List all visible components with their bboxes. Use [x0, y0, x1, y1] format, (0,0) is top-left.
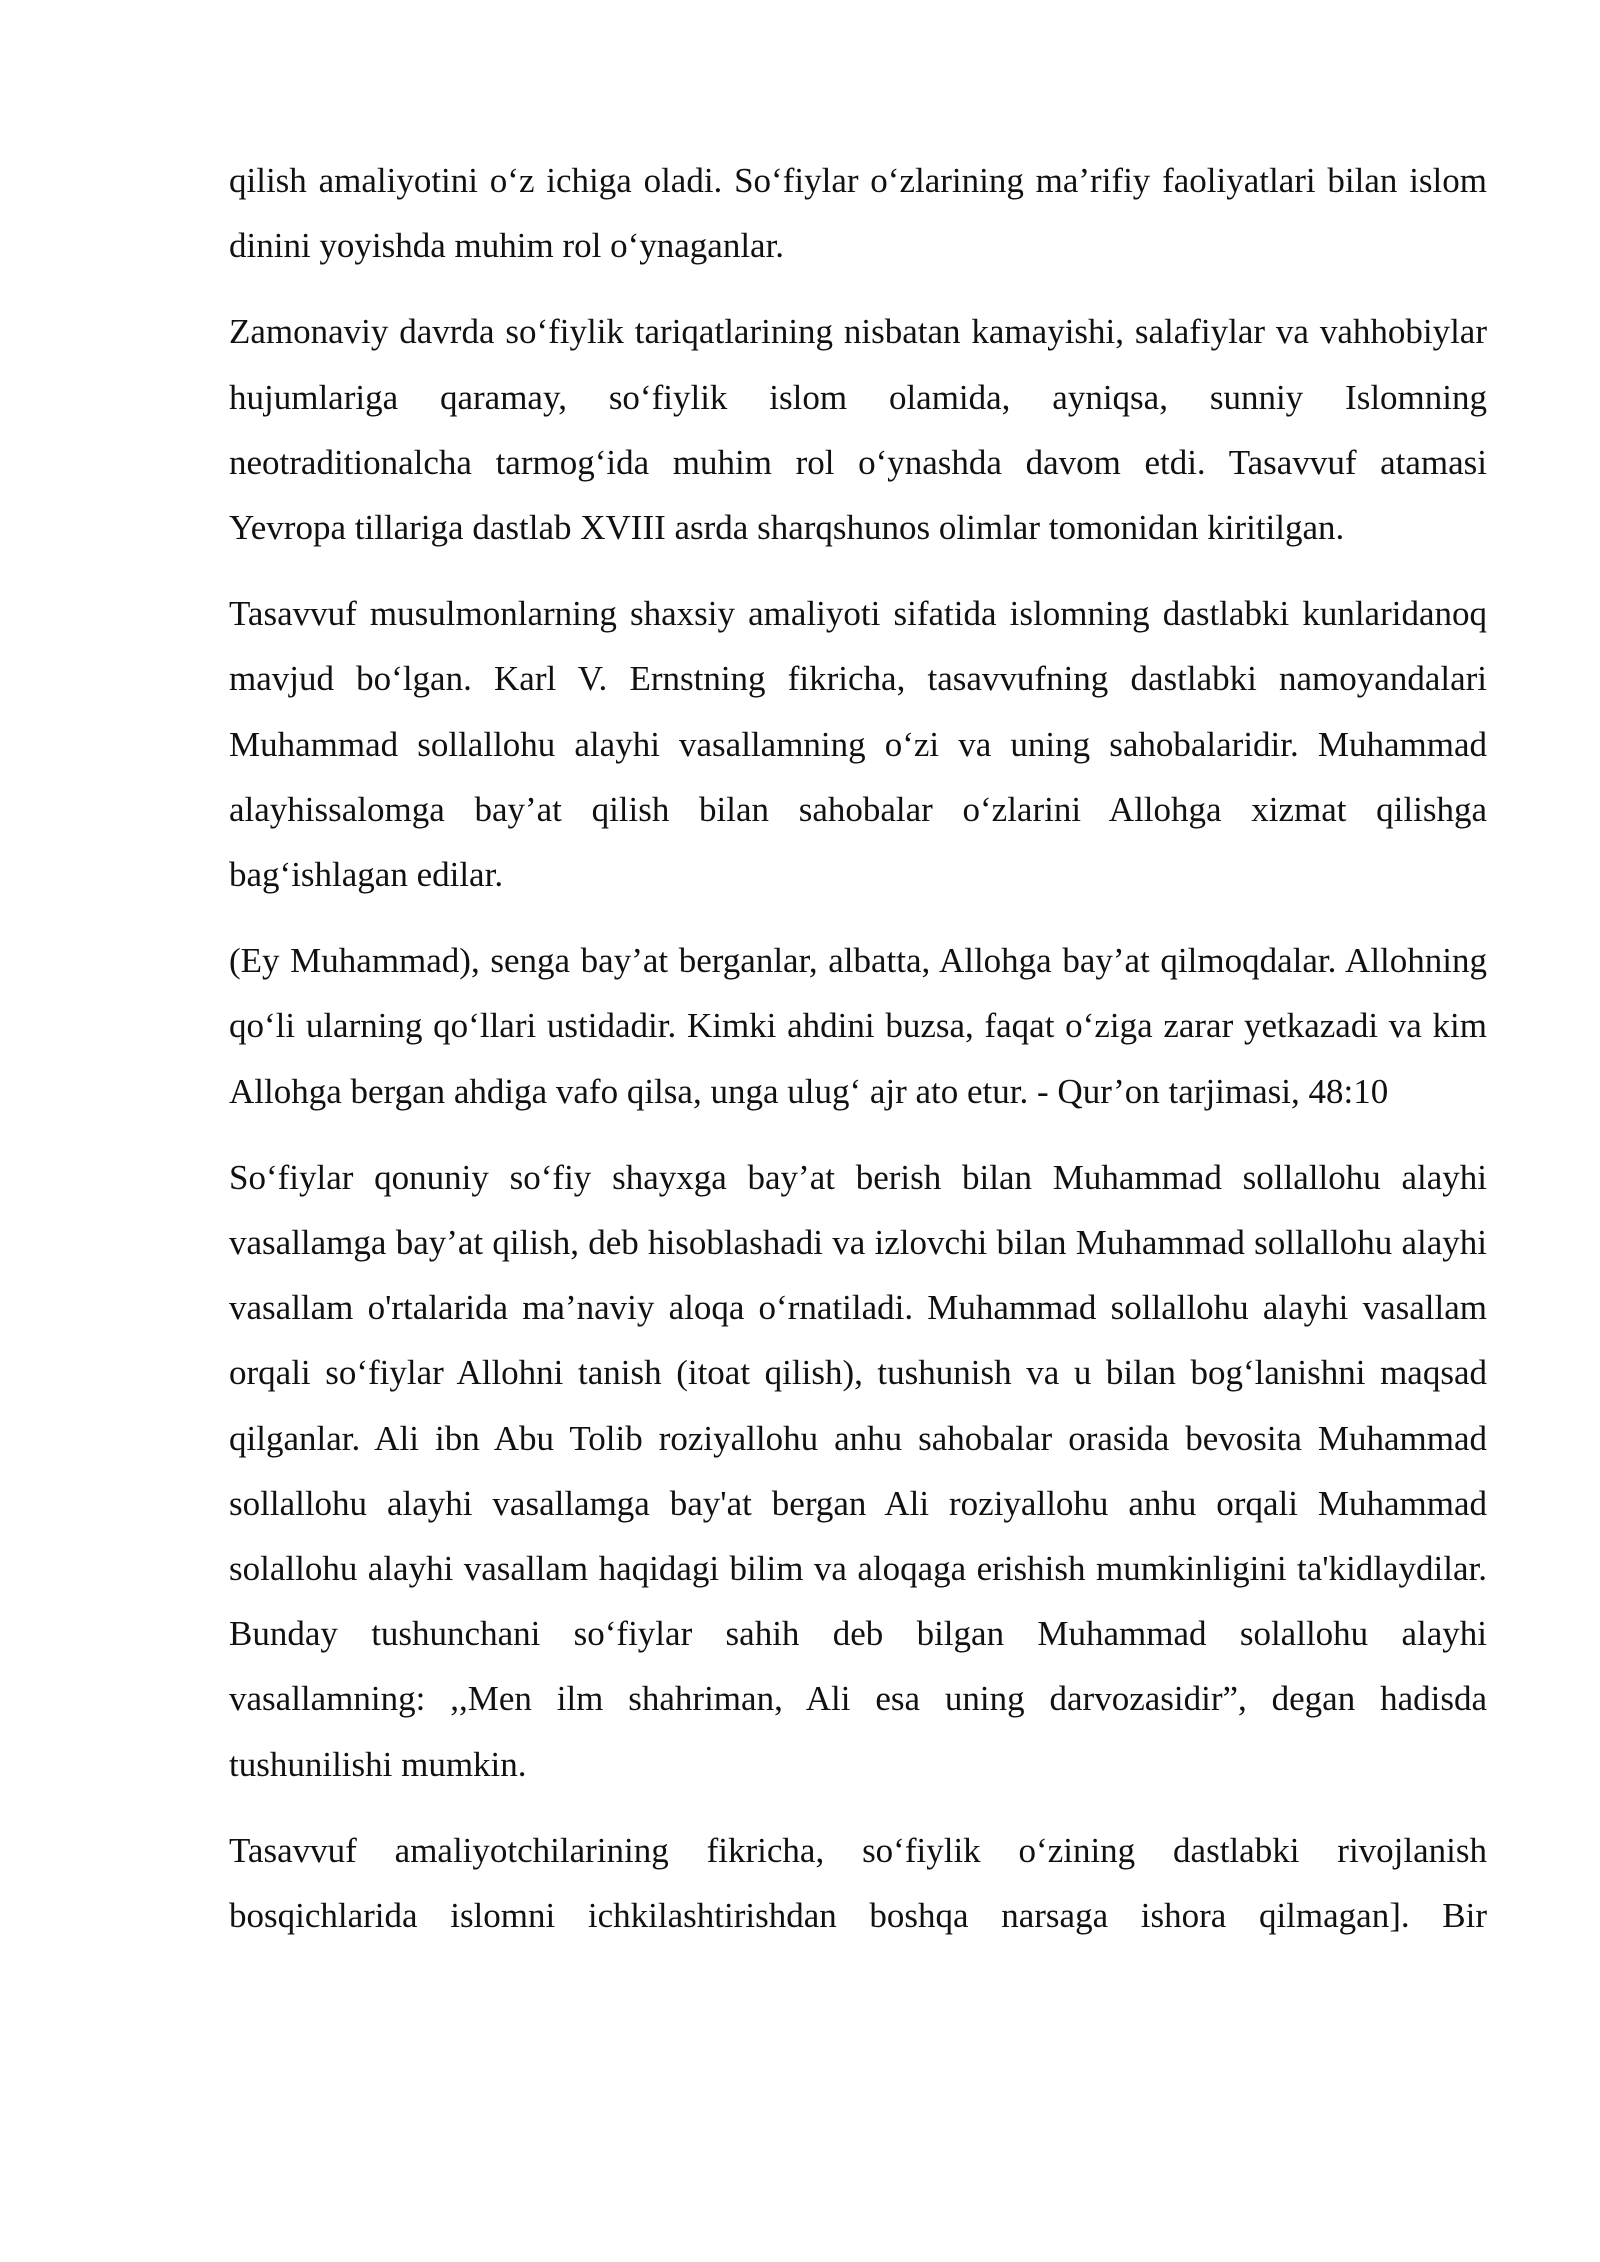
- document-page: [229, 148, 1487, 1948]
- paragraph-1: qilish amaliyotini o‘z ichiga oladi. So‘fiylar o‘zlarining ma’rifiy faoliyatlari bilan islom dinini yoyishda muhim rol o‘ynaganlar.: [229, 161, 1487, 266]
- paragraph-6: Tasavvuf amaliyotchilarining fikricha, so‘fiylik o‘zining dastlabki rivojlanish bosqichlarida islomni ichkilashtirishdan boshqa narsaga ishora qilmagan]. Bir: [229, 1830, 1487, 1936]
- paragraph-2: Zamonaviy davrda so‘fiylik tariqatlarining nisbatan kamayishi, salafiylar va vahhobiylar hujumlariga qaramay, so‘fiylik islom olamida, ayniqsa, sunniy Islomning neotraditionalcha tarmog‘ida muhim rol o‘ynashda davom etdi. Tasavvuf atamasi Yevropa tillariga dastlab XVIII asrda sharqshunos olimlar tomonidan kiritilgan.: [229, 312, 1487, 548]
- quran-quote-paragraph: (Ey Muhammad), senga bay’at berganlar, albatta, Allohga bay’at qilmoqdalar. Allohning qo‘li ularning qo‘llari ustidadir. Kimki ahdini buzsa, faqat o‘ziga zarar yetkazadi va kim Allohga bergan ahdiga vafo qilsa, unga ulug‘ ajr ato etur. - Qur’on tarjimasi, 48:10: [229, 941, 1487, 1111]
- paragraph-5: So‘fiylar qonuniy so‘fiy shayxga bay’at berish bilan Muhammad sollallohu alayhi vasallamga bay’at qilish, deb hisoblashadi va izlovchi bilan Muhammad sollallohu alayhi vasallam o'rtalarida ma’naviy aloqa o‘rnatiladi. Muhammad sollallohu alayhi vasallam orqali so‘fiylar Allohni tanish (itoat qilish), tushunish va u bilan bog‘lanishni maqsad qilganlar. Ali ibn Abu Tolib roziyallohu anhu sahobalar orasida bevosita Muhammad sollallohu alayhi vasallamga bay'at bergan Ali roziyallohu anhu orqali Muhammad solallohu alayhi vasallam haqidagi bilim va aloqaga erishish mumkinligini ta'kidlaydilar. Bunday tushunchani so‘fiylar sahih deb bilgan Muhammad solallohu alayhi vasallamning: ,,Men ilm shahriman, Ali esa uning darvozasidir”, degan hadisda tushunilishi mumkin.: [229, 1157, 1487, 1784]
- paragraph-3: Tasavvuf musulmonlarning shaxsiy amaliyoti sifatida islomning dastlabki kunlaridanoq mavjud bo‘lgan. Karl V. Ernstning fikricha, tasavvufning dastlabki namoyandalari Muhammad sollallohu alayhi vasallamning o‘zi va uning sahobalaridir. Muhammad alayhissalomga bay’at qilish bilan sahobalar o‘zlarini Allohga xizmat qilishga bag‘ishlagan edilar.: [229, 594, 1487, 895]
